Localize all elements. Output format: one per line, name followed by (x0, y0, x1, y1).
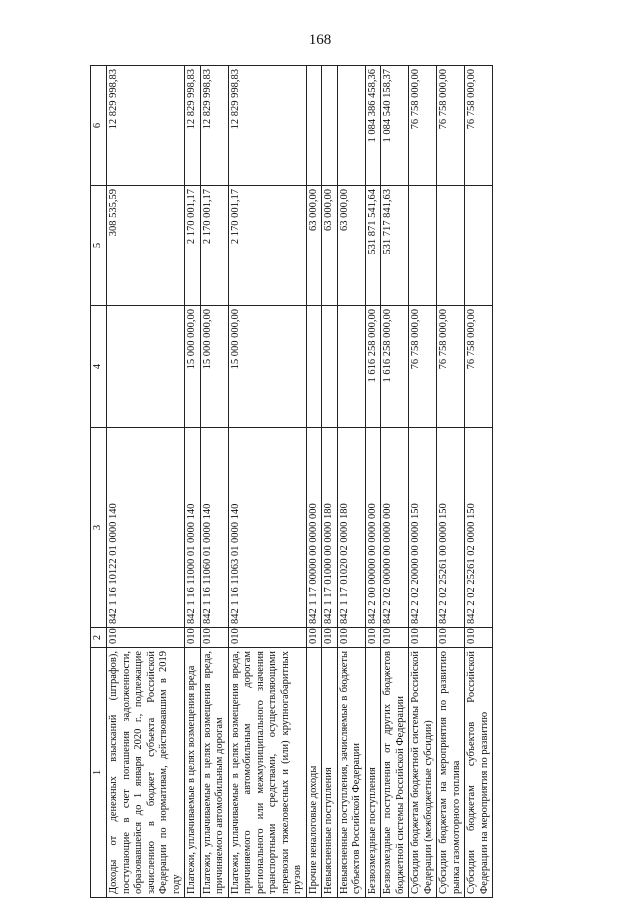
row-kbk-cell: 842 2 00 00000 00 0000 000 (365, 428, 381, 628)
row-kbk-cell: 842 1 16 10122 01 0000 140 (107, 428, 185, 628)
row-plan-cell (107, 306, 185, 428)
row-plan-cell: 1 616 258 000,00 (381, 306, 409, 428)
table-header-row (91, 66, 107, 898)
row-plan-cell: 15 000 000,00 (228, 306, 306, 428)
row-remaining-cell: 1 084 386 458,36 (365, 66, 381, 186)
row-kbk-cell: 842 1 16 11000 01 0000 140 (185, 428, 201, 628)
row-code-cell: 010 (365, 628, 381, 648)
row-code-cell: 010 (306, 628, 322, 648)
row-kbk-cell: 842 1 17 00000 00 0000 000 (306, 428, 322, 628)
row-executed-cell (409, 186, 437, 306)
row-code-cell: 010 (381, 628, 409, 648)
table-row (465, 66, 493, 898)
row-code-cell: 010 (337, 628, 365, 648)
row-code-cell: 010 (409, 628, 437, 648)
row-name-cell: Платежи, уплачиваемые в целях возмещения вреда, причиняемого автомобильным дорогам (200, 648, 228, 898)
row-kbk-cell: 842 1 17 01020 02 0000 180 (337, 428, 365, 628)
column-header: 6 (91, 66, 107, 186)
column-header: 2 (91, 628, 107, 648)
row-remaining-cell: 12 829 998,83 (107, 66, 185, 186)
table-row (322, 66, 338, 898)
row-remaining-cell (322, 66, 338, 186)
row-executed-cell (437, 186, 465, 306)
column-header: 1 (91, 648, 107, 898)
table-row (200, 66, 228, 898)
row-kbk-cell: 842 1 16 11060 01 0000 140 (200, 428, 228, 628)
row-kbk-cell: 842 1 16 11063 01 0000 140 (228, 428, 306, 628)
table-row (437, 66, 465, 898)
row-plan-cell (306, 306, 322, 428)
row-code-cell: 010 (200, 628, 228, 648)
row-kbk-cell: 842 2 02 25261 00 0000 150 (437, 428, 465, 628)
row-plan-cell: 15 000 000,00 (200, 306, 228, 428)
column-header: 3 (91, 428, 107, 628)
row-kbk-cell: 842 1 17 01000 00 0000 180 (322, 428, 338, 628)
row-name-cell: Доходы от денежных взысканий (штрафов), поступающие в счет погашения задолженности, образовавшейся до 1 января 2020 г., подлежащие зачислению в бюджет субъекта Российской Федерации по нормативам, действовавшим в 2019 году (107, 648, 185, 898)
row-name-cell: Субсидии бюджетам бюджетной системы Российской Федерации (межбюджетные субсидии) (409, 648, 437, 898)
page-number: 168 (308, 32, 332, 48)
row-name-cell: Субсидии бюджетам субъектов Российской Федерации на мероприятия по развитию (465, 648, 493, 898)
row-name-cell: Платежи, уплачиваемые в целях возмещения вреда, причиняемого автомобильным дорогам регионального или межмуниципального значения транспортными средствами, осуществляющими перевозки тяжеловесных и (или) крупногабаритных грузов (228, 648, 306, 898)
row-remaining-cell (306, 66, 322, 186)
row-name-cell: Безвозмездные поступления от других бюджетов бюджетной системы Российской Федерации (381, 648, 409, 898)
table-row (107, 66, 185, 898)
row-code-cell: 010 (437, 628, 465, 648)
table-row (381, 66, 409, 898)
row-executed-cell (465, 186, 493, 306)
row-kbk-cell: 842 2 02 25261 02 0000 150 (465, 428, 493, 628)
row-code-cell: 010 (465, 628, 493, 648)
row-name-cell: Невыясненные поступления (322, 648, 338, 898)
table-row (409, 66, 437, 898)
row-executed-cell: 308 535,59 (107, 186, 185, 306)
table-body (107, 66, 493, 898)
column-header: 5 (91, 186, 107, 306)
row-remaining-cell: 76 758 000,00 (409, 66, 437, 186)
table-row (337, 66, 365, 898)
row-executed-cell: 2 170 001,17 (185, 186, 201, 306)
row-plan-cell: 76 758 000,00 (409, 306, 437, 428)
row-executed-cell: 63 000,00 (337, 186, 365, 306)
row-executed-cell: 531 871 541,64 (365, 186, 381, 306)
table-row (306, 66, 322, 898)
row-remaining-cell: 1 084 540 158,37 (381, 66, 409, 186)
rotated-table-wrapper (90, 66, 628, 898)
row-plan-cell: 1 616 258 000,00 (365, 306, 381, 428)
table-row (365, 66, 381, 898)
row-name-cell: Безвозмездные поступления (365, 648, 381, 898)
row-plan-cell: 15 000 000,00 (185, 306, 201, 428)
table-row (185, 66, 201, 898)
row-kbk-cell: 842 2 02 20000 00 0000 150 (409, 428, 437, 628)
row-name-cell: Прочие неналоговые доходы (306, 648, 322, 898)
row-name-cell: Платежи, уплачиваемые в целях возмещения вреда (185, 648, 201, 898)
row-remaining-cell: 12 829 998,83 (185, 66, 201, 186)
row-executed-cell: 63 000,00 (306, 186, 322, 306)
row-code-cell: 010 (322, 628, 338, 648)
row-code-cell: 010 (107, 628, 185, 648)
row-remaining-cell (337, 66, 365, 186)
row-plan-cell (322, 306, 338, 428)
row-remaining-cell: 76 758 000,00 (437, 66, 465, 186)
row-remaining-cell: 12 829 998,83 (200, 66, 228, 186)
row-name-cell: Невыясненные поступления, зачисляемые в бюджеты субъектов Российской Федерации (337, 648, 365, 898)
column-header: 4 (91, 306, 107, 428)
row-plan-cell (337, 306, 365, 428)
row-executed-cell: 63 000,00 (322, 186, 338, 306)
row-code-cell: 010 (228, 628, 306, 648)
row-executed-cell: 2 170 001,17 (200, 186, 228, 306)
revenue-table (90, 65, 493, 898)
table-row (228, 66, 306, 898)
row-remaining-cell: 76 758 000,00 (465, 66, 493, 186)
row-code-cell: 010 (185, 628, 201, 648)
rotated-table-content (90, 66, 628, 898)
row-plan-cell: 76 758 000,00 (437, 306, 465, 428)
row-executed-cell: 531 717 841,63 (381, 186, 409, 306)
row-kbk-cell: 842 2 02 00000 00 0000 000 (381, 428, 409, 628)
row-remaining-cell: 12 829 998,83 (228, 66, 306, 186)
row-name-cell: Субсидии бюджетам на мероприятия по развитию рынка газомоторного топлива (437, 648, 465, 898)
row-executed-cell: 2 170 001,17 (228, 186, 306, 306)
row-plan-cell: 76 758 000,00 (465, 306, 493, 428)
